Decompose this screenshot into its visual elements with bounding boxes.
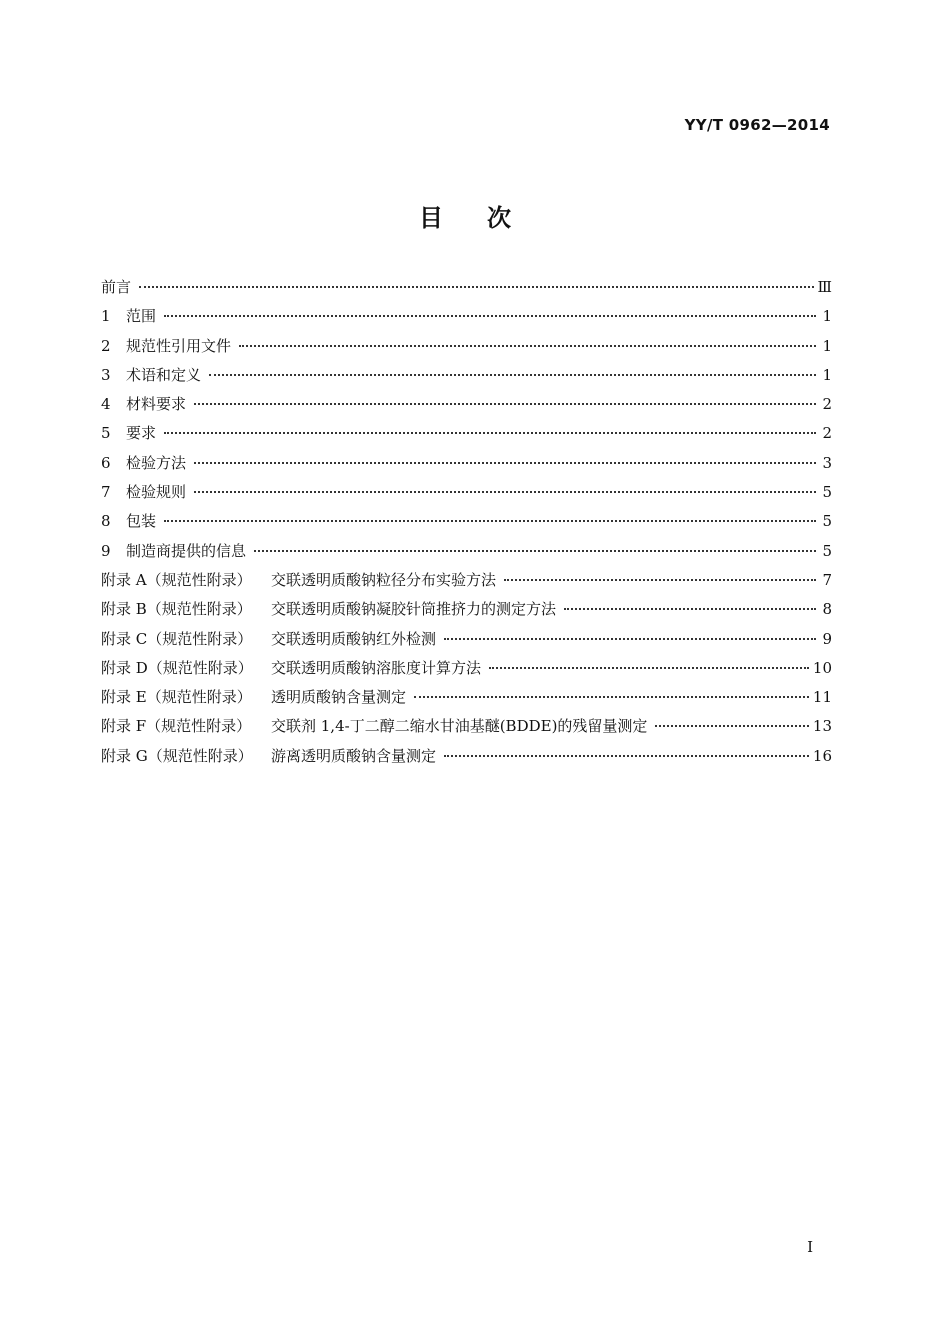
toc-entry-text: 要求 — [126, 424, 157, 443]
toc-page-number: 11 — [812, 688, 832, 707]
toc-page-number: 13 — [812, 717, 832, 736]
toc-entry-label — [101, 305, 156, 326]
toc-entry-text: 交联透明质酸钠粒径分布实验方法 — [271, 570, 497, 589]
toc-entry-text: 交联透明质酸钠红外检测 — [271, 629, 437, 648]
toc-entry-label — [101, 657, 481, 678]
standard-number: YY/T 0962—2014 — [684, 116, 830, 134]
toc-entry-label — [101, 628, 436, 649]
toc-page-number: 1 — [822, 307, 832, 326]
page-title: 目次 — [419, 204, 555, 232]
toc-entry[interactable] — [101, 686, 832, 715]
toc-leader-dots — [239, 345, 816, 347]
toc-entry-number: 1 — [101, 307, 111, 326]
toc-page-number: 10 — [812, 658, 832, 677]
toc-entry-text: 检验规则 — [126, 483, 187, 502]
toc-entry-label — [101, 276, 131, 297]
toc-entry[interactable] — [101, 510, 832, 539]
toc-entry-text: 范围 — [126, 307, 157, 326]
toc-entry-text: 检验方法 — [126, 453, 187, 472]
table-of-contents — [101, 276, 832, 774]
toc-entry-text: 制造商提供的信息 — [126, 541, 247, 560]
toc-entry[interactable] — [101, 657, 832, 686]
toc-entry-label — [101, 715, 647, 736]
toc-entry-label — [101, 452, 186, 473]
toc-entry[interactable] — [101, 569, 832, 598]
toc-leader-dots — [194, 462, 816, 464]
toc-entry-number: 5 — [101, 424, 111, 443]
toc-entry-text: 材料要求 — [126, 395, 187, 414]
toc-entry-label — [101, 364, 201, 385]
toc-entry[interactable] — [101, 481, 832, 510]
toc-leader-dots — [655, 725, 808, 727]
toc-entry-number: 6 — [101, 453, 111, 472]
toc-entry-number: 2 — [101, 336, 111, 355]
toc-annex-prefix: 附录 C（规范性附录） — [101, 629, 253, 648]
toc-entry-text: 透明质酸钠含量测定 — [271, 688, 407, 707]
toc-page-number: 3 — [822, 453, 832, 472]
toc-entry-label — [101, 540, 246, 561]
toc-page-number: 7 — [822, 570, 832, 589]
toc-entry[interactable] — [101, 715, 832, 744]
toc-entry[interactable] — [101, 745, 832, 774]
toc-entry-label — [101, 335, 231, 356]
toc-leader-dots — [194, 491, 816, 493]
toc-annex-prefix: 附录 A（规范性附录） — [101, 570, 252, 589]
toc-entry[interactable] — [101, 422, 832, 451]
toc-entry-number: 8 — [101, 512, 111, 531]
toc-page-number: 9 — [822, 629, 832, 648]
toc-leader-dots — [209, 374, 816, 376]
toc-entry[interactable] — [101, 628, 832, 657]
toc-entry-label — [101, 422, 156, 443]
toc-entry[interactable] — [101, 452, 832, 481]
toc-annex-prefix: 附录 B（规范性附录） — [101, 600, 252, 619]
toc-entry[interactable] — [101, 540, 832, 569]
toc-entry-number: 7 — [101, 483, 111, 502]
toc-page-number: 2 — [822, 424, 832, 443]
toc-entry-label — [101, 598, 556, 619]
toc-leader-dots — [564, 608, 816, 610]
toc-page-number: 8 — [822, 600, 832, 619]
toc-leader-dots — [194, 403, 816, 405]
toc-entry[interactable] — [101, 276, 832, 305]
toc-entry-label — [101, 393, 186, 414]
toc-annex-prefix: 附录 E（规范性附录） — [101, 688, 252, 707]
toc-entry-label — [101, 745, 436, 766]
toc-page-number: 1 — [822, 336, 832, 355]
toc-entry[interactable] — [101, 364, 832, 393]
toc-entry-text: 游离透明质酸钠含量测定 — [271, 746, 437, 765]
toc-entry-text: 交联透明质酸钠溶胀度计算方法 — [271, 658, 482, 677]
toc-entry-label — [101, 686, 406, 707]
toc-entry-text: 包装 — [126, 512, 157, 531]
toc-entry-number: 3 — [101, 365, 111, 384]
toc-entry-text: 交联透明质酸钠凝胶针筒推挤力的测定方法 — [271, 600, 557, 619]
toc-leader-dots — [504, 579, 816, 581]
toc-entry-number: 9 — [101, 541, 111, 560]
toc-entry-number: 4 — [101, 395, 111, 414]
toc-annex-prefix: 附录 F（规范性附录） — [101, 717, 252, 736]
toc-entry-text: 规范性引用文件 — [126, 336, 232, 355]
toc-annex-prefix: 附录 G（规范性附录） — [101, 746, 253, 765]
toc-entry[interactable] — [101, 305, 832, 334]
toc-entry-text: 交联剂 1,4-丁二醇二缩水甘油基醚(BDDE)的残留量测定 — [271, 717, 648, 736]
toc-entry-label — [101, 481, 186, 502]
toc-leader-dots — [164, 315, 816, 317]
page-number: I — [807, 1238, 813, 1256]
toc-page-number: 5 — [822, 512, 832, 531]
toc-entry[interactable] — [101, 335, 832, 364]
toc-entry[interactable] — [101, 393, 832, 422]
toc-page-number: Ⅲ — [817, 278, 832, 296]
toc-page-number: 5 — [822, 541, 832, 560]
toc-leader-dots — [254, 550, 816, 552]
toc-entry-label — [101, 569, 496, 590]
toc-entry-text: 术语和定义 — [126, 365, 202, 384]
toc-entry[interactable] — [101, 598, 832, 627]
toc-leader-dots — [414, 696, 809, 698]
toc-entry-text: 前言 — [101, 278, 132, 296]
toc-leader-dots — [164, 520, 816, 522]
toc-leader-dots — [139, 286, 814, 288]
toc-annex-prefix: 附录 D（规范性附录） — [101, 658, 253, 677]
toc-page-number: 2 — [822, 395, 832, 414]
toc-leader-dots — [444, 755, 809, 757]
toc-leader-dots — [444, 638, 816, 640]
toc-page-number: 1 — [822, 365, 832, 384]
toc-leader-dots — [164, 432, 816, 434]
toc-page-number: 16 — [812, 746, 832, 765]
toc-page-number: 5 — [822, 483, 832, 502]
toc-entry-label — [101, 510, 156, 531]
toc-leader-dots — [489, 667, 809, 669]
